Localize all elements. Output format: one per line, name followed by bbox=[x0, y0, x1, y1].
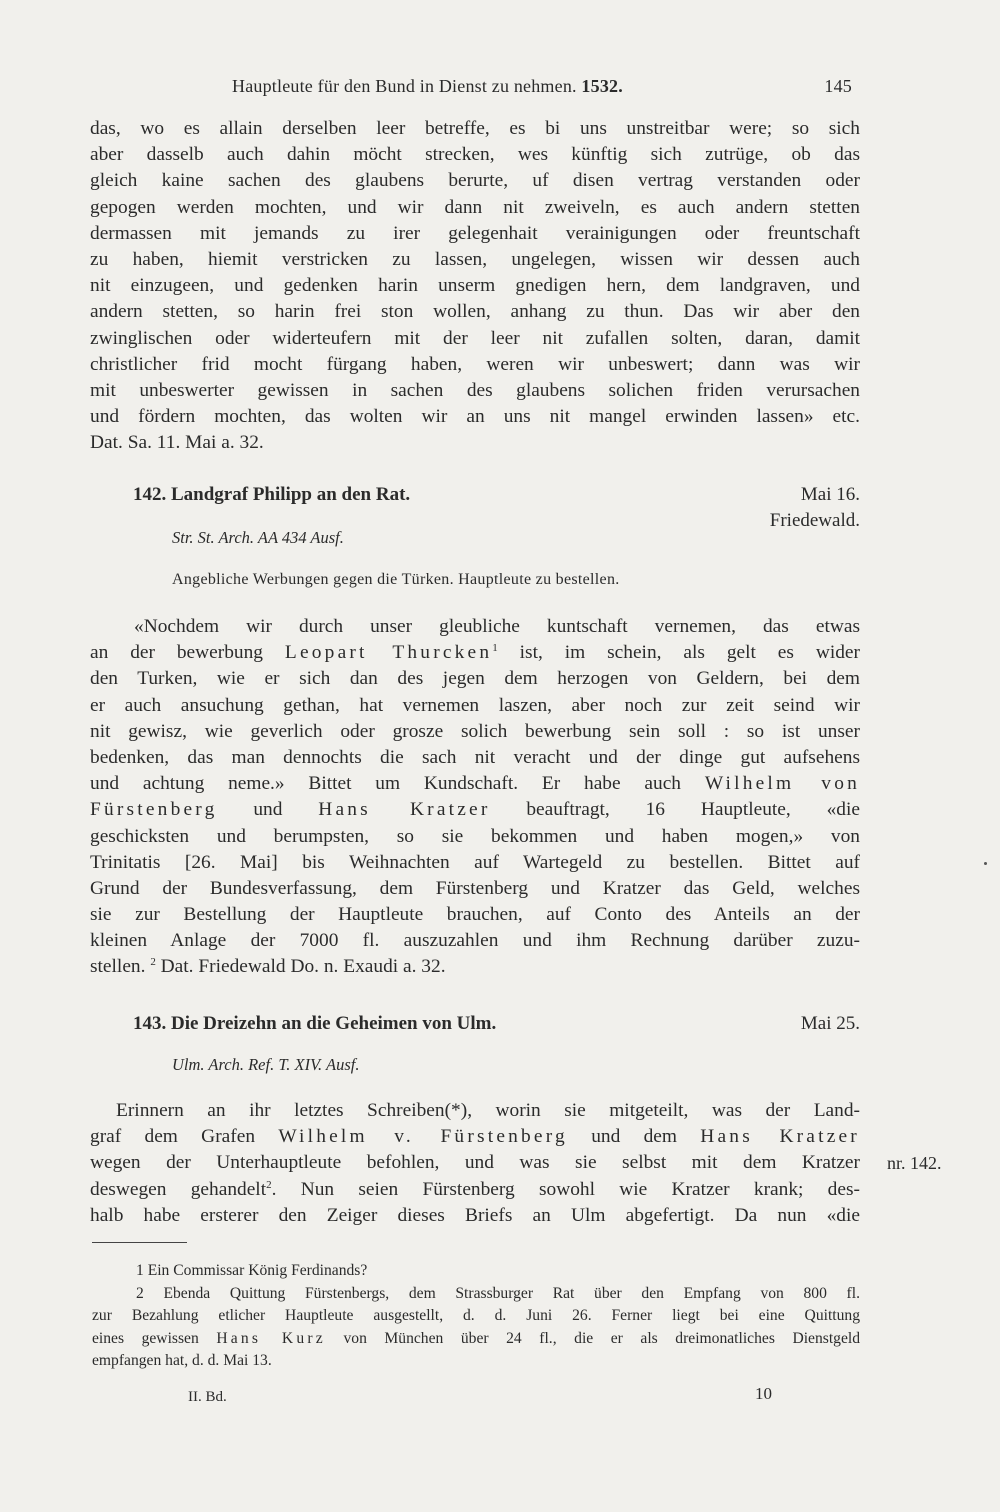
footnote-2-line: empfangen hat, d. d. Mai 13. bbox=[92, 1352, 272, 1369]
doc142-regest: Angebliche Werbungen gegen die Türken. Hauptleute zu bestellen. bbox=[172, 571, 620, 588]
sheet-signature: 10 bbox=[755, 1384, 772, 1403]
footnote-ref: 2 bbox=[150, 956, 156, 969]
continuation-paragraph bbox=[90, 116, 860, 456]
text-line: geschicksten und berumpsten, so sie bekommen und haben mogen,» von bbox=[90, 825, 860, 847]
footnote-ref: 2 bbox=[266, 1178, 272, 1191]
text-line: und fördern mochten, das wolten wir an uns nit mangel erwinden lassen» etc. bbox=[90, 406, 860, 428]
text-line: deswegen gehandelt$^2$. Nun seien Fürstenberg sowohl wie Kratzer krank; des- bbox=[90, 1178, 860, 1200]
doc143-source: Ulm. Arch. Ref. T. XIV. Ausf. bbox=[172, 1055, 360, 1074]
text-line: bedenken, das man dennochts die sach nit veracht und der dinge gut aufsehens bbox=[90, 746, 860, 768]
footnote-2-line: 2 Ebenda Quittung Fürstenbergs, dem Strassburger Rat über den Empfang von 800 fl. bbox=[92, 1283, 860, 1306]
footnotes bbox=[92, 1260, 860, 1373]
spaced-name: Fürstenberg bbox=[90, 799, 218, 821]
text-line: zu haben, hiemit verstricken zu lassen, ungelegen, wissen wir dessen auch bbox=[90, 248, 860, 270]
margin-cross-reference: nr. 142. bbox=[887, 1153, 942, 1173]
text-line: Fürstenberg und Hans Kratzer beauftragt, 16 Hauptleute, «die bbox=[90, 799, 860, 821]
text-line: Grund der Bundesverfassung, dem Fürstenberg und Kratzer das Geld, welches bbox=[90, 877, 860, 899]
doc142-heading: 142. Landgraf Philipp an den Rat. bbox=[133, 484, 411, 505]
text-line: graf dem Grafen Wilhelm v. Fürstenberg und dem Hans Kratzer bbox=[90, 1126, 860, 1148]
running-year: 1532. bbox=[581, 76, 623, 96]
text-line: nit einzugeen, und gedenken harin unserm gnedigen hern, dem landgraven, und bbox=[90, 275, 860, 297]
text-line: gleich kaine sachen des glaubens berurte, uf disen vertrag verstanden oder bbox=[90, 170, 860, 192]
text-line: aber dasselb auch dahin möcht strecken, wes künftig sich zutrüge, ob das bbox=[90, 144, 860, 166]
footnote-rule bbox=[92, 1242, 187, 1243]
text-line: sie zur Bestellung der Hauptleute brauchen, auf Conto des Anteils an der bbox=[90, 904, 860, 926]
text-line: das, wo es allain derselben leer betreffe, es bi uns unstreitbar were; so sich bbox=[90, 118, 860, 139]
text-line: zwinglischen oder widerteufern mit der leer nit zufallen solten, daran, damit bbox=[90, 327, 860, 349]
text-line: den Turken, wie er sich dan des jegen dem herzogen von Geldern, bei dem bbox=[90, 668, 860, 690]
text-line: gepogen werden mochten, und wir dann nit zweiveln, es auch andern stetten bbox=[90, 196, 860, 218]
doc142-place: Friedewald. bbox=[769, 510, 860, 531]
text-line: christlicher frid mocht fürgang haben, weren wir unbeswert; dann was wir bbox=[90, 353, 860, 375]
spaced-name: Wilhelm von bbox=[704, 773, 860, 795]
footnote-1: 1 Ein Commissar König Ferdinands? bbox=[92, 1260, 860, 1283]
text-line: Trinitatis [26. Mai] bis Weihnachten auf Wartegeld zu bestellen. Bittet auf bbox=[90, 851, 860, 873]
text-line: Dat. Sa. 11. Mai a. 32. bbox=[90, 432, 264, 454]
page-number: 145 bbox=[824, 76, 852, 96]
footnote-2-line: eines gewissen Hans Kurz von München über 24 fl., die er als dreimonatliches Dienstgeld bbox=[92, 1329, 860, 1347]
doc143-heading-row bbox=[133, 1013, 860, 1039]
text-line: andern stetten, so harin frei ston wollen, anhang zu thun. Das wir aber den bbox=[90, 301, 860, 323]
running-title: Hauptleute für den Bund in Dienst zu nehmen. 1532. bbox=[232, 76, 623, 96]
footnote-2-line: zur Bezahlung etlicher Hauptleute ausgestellt, d. d. Juni 26. Ferner liegt bei eine Quittung bbox=[92, 1307, 860, 1324]
text-line: wegen der Unterhauptleute befohlen, und was sie selbst mit dem Kratzer bbox=[90, 1152, 860, 1174]
text-line: «Nochdem wir durch unser gleubliche kuntschaft vernemen, das etwas bbox=[134, 616, 860, 637]
doc142-date: Mai 16. bbox=[800, 484, 860, 505]
text-line: und achtung neme.» Bittet um Kundschaft. Er habe auch Wilhelm von bbox=[90, 773, 860, 795]
text-line: er auch ansuchung gethan, hat vernemen laszen, aber noch zur zeit seind wir bbox=[90, 694, 860, 716]
volume-signature: II. Bd. bbox=[188, 1389, 227, 1405]
running-head bbox=[232, 76, 852, 104]
spaced-name: Hans Kurz bbox=[216, 1329, 326, 1347]
doc143-body bbox=[90, 1098, 860, 1229]
doc143-heading: 143. Die Dreizehn an die Geheimen von Ulm. bbox=[133, 1013, 497, 1034]
footnote-marker: 1 bbox=[136, 1262, 144, 1279]
text-line: mit unbeswerter gewissen in sachen des glaubens solichen friden verursachen bbox=[90, 379, 860, 401]
text-line: kleinen Anlage der 7000 fl. auszuzahlen und ihm Rechnung darüber zuzu- bbox=[90, 930, 860, 952]
text-line: dermassen mit jemands zu irer gelegenhait verainigungen oder freuntschaft bbox=[90, 222, 860, 244]
spaced-name: Leopart Thurcken bbox=[284, 642, 493, 664]
text-line: halb habe ersterer den Zeiger dieses Briefs an Ulm abgefertigt. Da nun «die bbox=[90, 1204, 860, 1226]
doc143-date: Mai 25. bbox=[800, 1013, 860, 1034]
doc142-body bbox=[90, 614, 860, 981]
paper-speck bbox=[984, 862, 987, 865]
text-line: nit gewisz, wie geverlich oder grosze solich bewerbung sein soll : so ist unser bbox=[90, 720, 860, 742]
footnote-ref: 1 bbox=[492, 642, 498, 655]
spaced-name: Hans Kratzer bbox=[318, 799, 491, 821]
text-line: an der bewerbung Leopart Thurcken$^1$ ist, im schein, als gelt es wider bbox=[90, 642, 860, 664]
doc142-source: Str. St. Arch. AA 434 Ausf. bbox=[172, 528, 344, 547]
spaced-name: Wilhelm v. Fürstenberg bbox=[278, 1126, 568, 1148]
text-line: stellen. $^2$ Dat. Friedewald Do. n. Exaudi a. 32. bbox=[90, 956, 446, 978]
doc142-heading-row bbox=[133, 484, 860, 510]
footnote-marker: 2 bbox=[136, 1284, 144, 1302]
text-line: Erinnern an ihr letztes Schreiben(*), worin sie mitgeteilt, was der Land- bbox=[116, 1100, 860, 1121]
spaced-name: Hans Kratzer bbox=[700, 1126, 860, 1148]
